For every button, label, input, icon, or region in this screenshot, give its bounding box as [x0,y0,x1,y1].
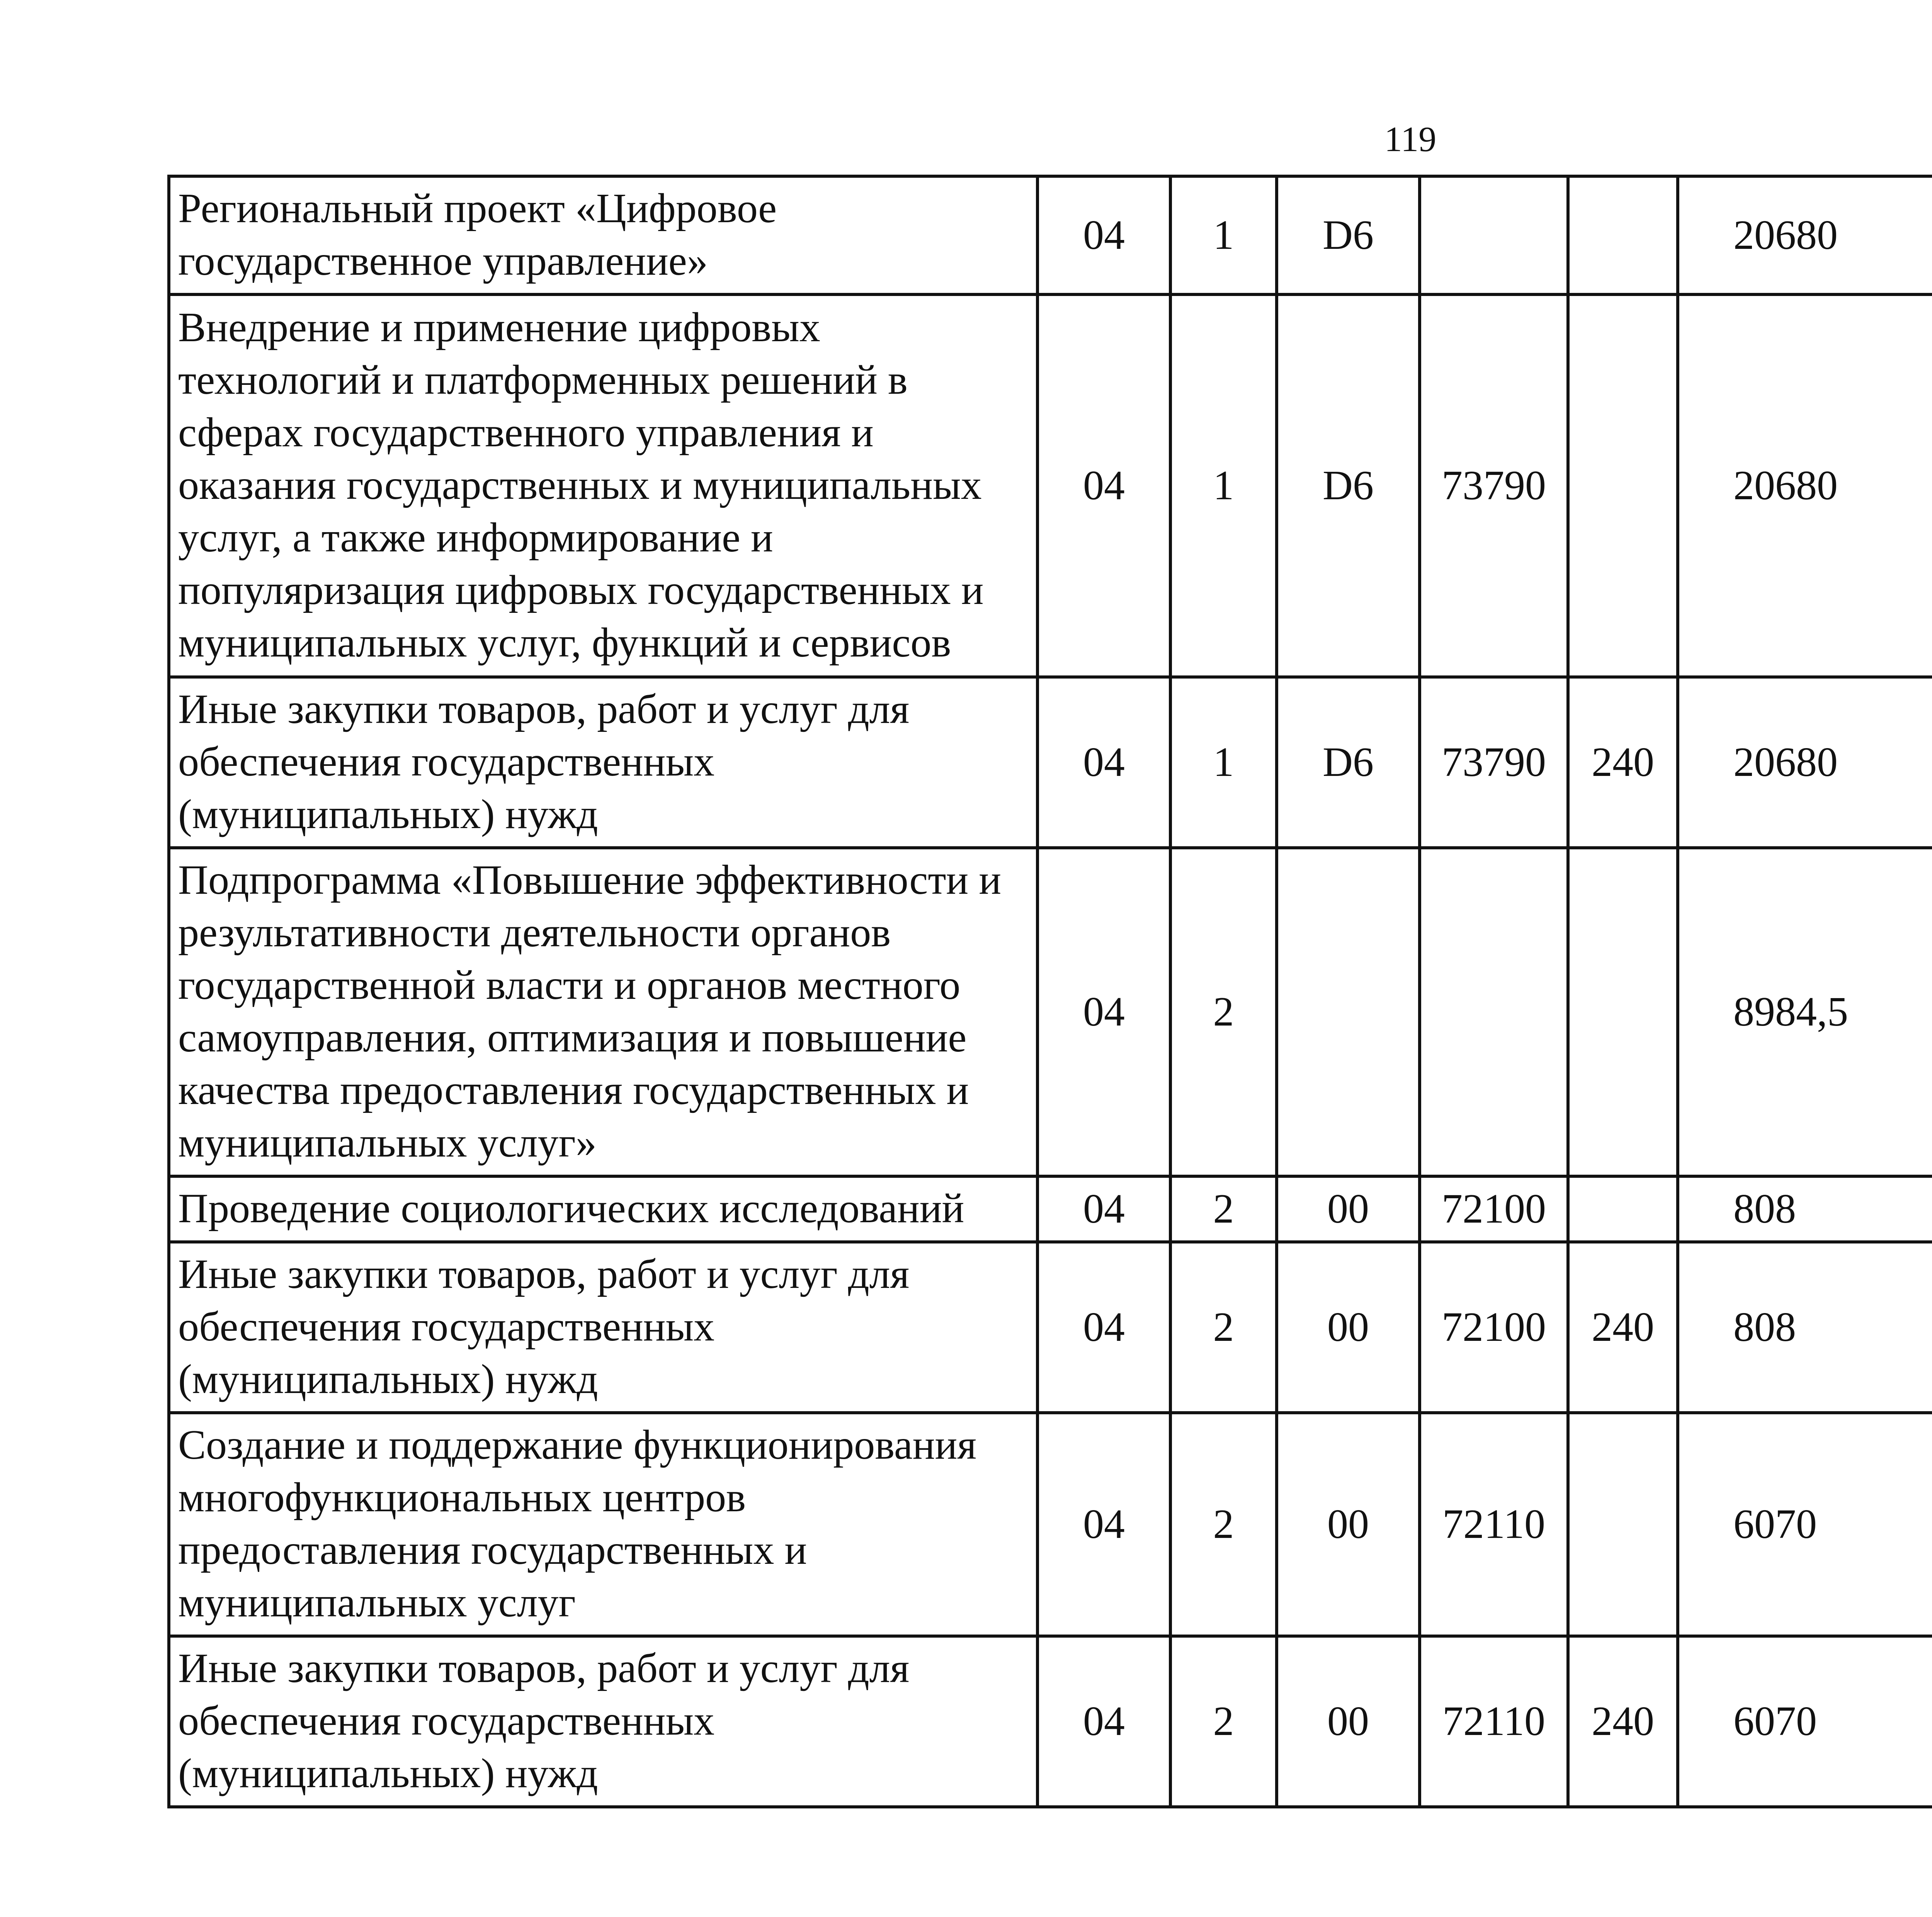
code-3: D6 [1277,294,1420,677]
code-5 [1568,848,1678,1176]
code-5 [1568,1176,1678,1242]
code-2: 2 [1170,1242,1277,1413]
code-3: D6 [1277,176,1420,294]
row-description: Создание и поддержание функционирования многофункциональных центров предоставления государственных и муниципальных услуг [169,1413,1037,1636]
code-3: 00 [1277,1176,1420,1242]
amount-1-value: 6070 [1733,1698,1817,1744]
code-1: 04 [1037,848,1170,1176]
code-4: 72110 [1420,1413,1568,1636]
code-5: 240 [1568,1636,1678,1807]
code-1: 04 [1037,176,1170,294]
code-2: 1 [1170,294,1277,677]
amount-1-value: 20680 [1733,212,1838,258]
amount-1 [1678,848,1932,1176]
code-5: 240 [1568,677,1678,848]
code-2: 1 [1170,176,1277,294]
table-row [169,1413,1932,1636]
code-1: 04 [1037,1176,1170,1242]
amount-1 [1678,1176,1932,1242]
code-2: 2 [1170,1636,1277,1807]
amount-1 [1678,176,1932,294]
amount-1 [1678,294,1932,677]
code-3 [1277,848,1420,1176]
code-2: 2 [1170,1413,1277,1636]
amount-1 [1678,1636,1932,1807]
amount-1 [1678,677,1932,848]
code-4: 72110 [1420,1636,1568,1807]
code-4: 72100 [1420,1242,1568,1413]
row-description: Иные закупки товаров, работ и услуг для обеспечения государственных (муниципальных) нужд [169,677,1037,848]
code-3: 00 [1277,1636,1420,1807]
code-1: 04 [1037,1242,1170,1413]
code-5 [1568,294,1678,677]
table-row [169,1242,1932,1413]
table-row [169,848,1932,1176]
row-description: Иные закупки товаров, работ и услуг для обеспечения государственных (муниципальных) нужд [169,1636,1037,1807]
row-description: Внедрение и применение цифровых технологий и платформенных решений в сферах государственного управления и оказания государственных и муниципальных услуг, а также информирование и популяризация цифровых государственных и муниципальных услуг, функций и сервисов [169,294,1037,677]
amount-1 [1678,1413,1932,1636]
budget-table [167,175,1932,1808]
row-description: Региональный проект «Цифровое государственное управление» [169,176,1037,294]
code-2: 2 [1170,1176,1277,1242]
amount-1-value: 6070 [1733,1501,1817,1547]
page-number: 119 [1384,119,1437,159]
table-row [169,176,1932,294]
amount-1-value: 20680 [1733,463,1838,509]
code-4 [1420,176,1568,294]
code-5 [1568,176,1678,294]
code-4: 73790 [1420,677,1568,848]
code-1: 04 [1037,677,1170,848]
code-5: 240 [1568,1242,1678,1413]
code-2: 1 [1170,677,1277,848]
code-4: 73790 [1420,294,1568,677]
table-row [169,1636,1932,1807]
table-row [169,294,1932,677]
amount-1 [1678,1242,1932,1413]
row-description: Проведение социологических исследований [169,1176,1037,1242]
code-3: 00 [1277,1413,1420,1636]
code-1: 04 [1037,1413,1170,1636]
code-2: 2 [1170,848,1277,1176]
table-row [169,677,1932,848]
amount-1-value: 808 [1733,1304,1796,1350]
code-1: 04 [1037,1636,1170,1807]
table-row [169,1176,1932,1242]
code-3: 00 [1277,1242,1420,1413]
amount-1-value: 808 [1733,1186,1796,1232]
code-1: 04 [1037,294,1170,677]
code-5 [1568,1413,1678,1636]
code-4: 72100 [1420,1176,1568,1242]
code-3: D6 [1277,677,1420,848]
row-description: Иные закупки товаров, работ и услуг для обеспечения государственных (муниципальных) нужд [169,1242,1037,1413]
row-description: Подпрограмма «Повышение эффективности и результативности деятельности органов государственной власти и органов местного самоуправления, оптимизация и повышение качества предоставления государственных и муниципальных услуг» [169,848,1037,1176]
code-4 [1420,848,1568,1176]
amount-1-value: 8984,5 [1733,989,1848,1035]
amount-1-value: 20680 [1733,739,1838,785]
